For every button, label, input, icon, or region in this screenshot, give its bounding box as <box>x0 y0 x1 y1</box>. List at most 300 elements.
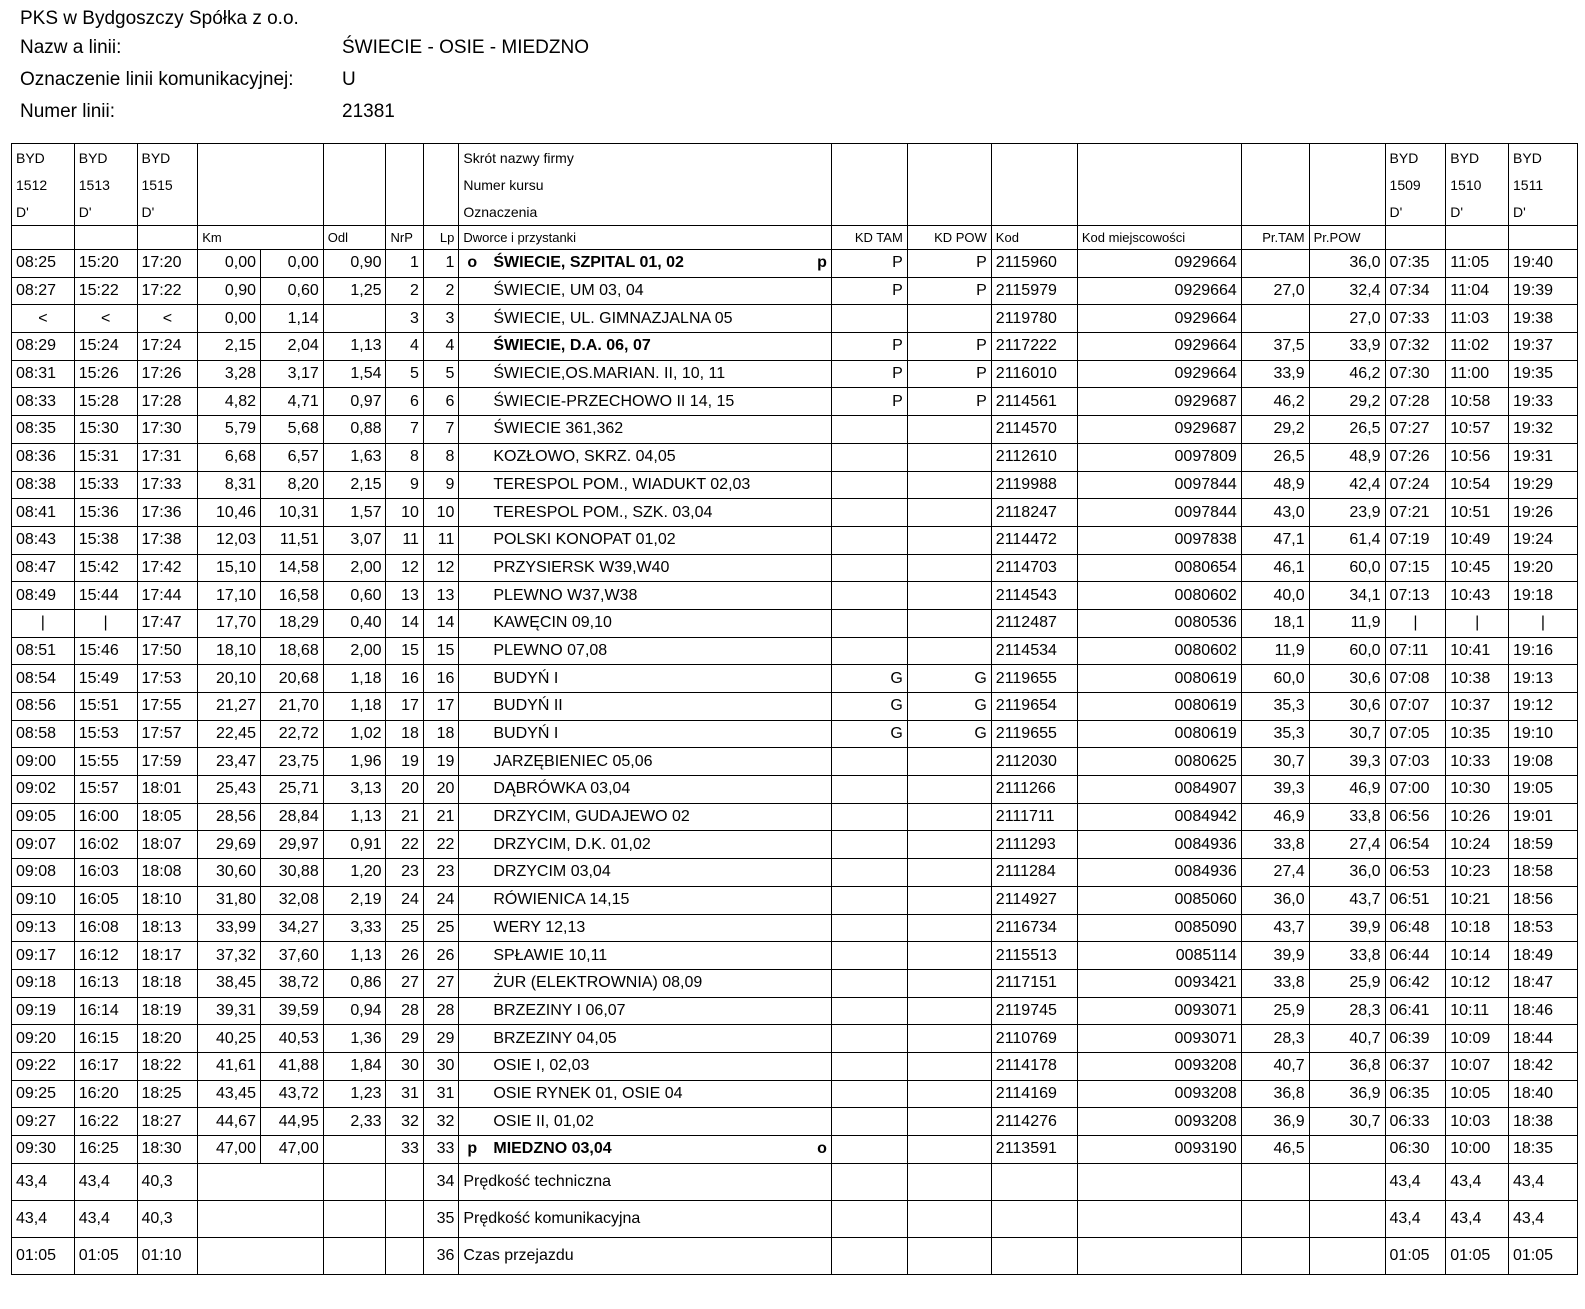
return-time: 07:19 <box>1385 526 1446 554</box>
stop-name: ŚWIECIE, UL. GIMNAZJALNA 05 <box>493 309 733 327</box>
pr-tam: 18,1 <box>1241 609 1309 637</box>
kd-tam: G <box>831 693 907 721</box>
stop-row <box>12 416 1578 444</box>
departure-time: 17:30 <box>137 416 198 444</box>
stop-code: 2114534 <box>991 637 1077 665</box>
kd-pow <box>907 942 991 970</box>
stop-code: 2116734 <box>991 914 1077 942</box>
stop-lp: 26 <box>423 942 458 970</box>
departure-time: 18:30 <box>137 1136 198 1164</box>
kd-pow <box>907 1080 991 1108</box>
kd-tam <box>831 969 907 997</box>
stop-name-cell <box>459 305 832 333</box>
line-number-row <box>20 96 720 128</box>
stop-name: OSIE II, 01,02 <box>493 1112 594 1130</box>
return-time: 07:13 <box>1385 582 1446 610</box>
stop-code: 2114543 <box>991 582 1077 610</box>
course-marking-row <box>12 198 1578 226</box>
km-value: 20,10 <box>198 665 261 693</box>
distance-value: 1,54 <box>323 360 386 388</box>
return-time: | <box>1385 609 1446 637</box>
pr-pow: 48,9 <box>1309 443 1385 471</box>
distance-value: 1,96 <box>323 748 386 776</box>
locality-code: 0929687 <box>1077 416 1241 444</box>
pr-tam: 27,0 <box>1241 277 1309 305</box>
stop-lp: 19 <box>423 748 458 776</box>
return-time: 06:42 <box>1385 969 1446 997</box>
stop-code: 2111711 <box>991 803 1077 831</box>
summary-lp: 35 <box>423 1200 458 1237</box>
return-time: 07:08 <box>1385 665 1446 693</box>
pr-pow: 36,0 <box>1309 859 1385 887</box>
kd-pow <box>907 499 991 527</box>
stop-row <box>12 665 1578 693</box>
stop-marker: o <box>467 254 478 272</box>
stop-nrp: 6 <box>386 388 423 416</box>
pr-tam: 36,9 <box>1241 1108 1309 1136</box>
kd-pow <box>907 1136 991 1164</box>
pr-pow: 25,9 <box>1309 969 1385 997</box>
kd-pow <box>907 803 991 831</box>
stop-name: ŚWIECIE, SZPITAL 01, 02 <box>493 254 684 272</box>
departure-time: 08:35 <box>12 416 75 444</box>
departure-time: 09:22 <box>12 1052 75 1080</box>
departure-time: 08:49 <box>12 582 75 610</box>
departure-time: 15:31 <box>74 443 137 471</box>
stop-name: RÓWIENICA 14,15 <box>493 891 630 909</box>
summary-lp: 34 <box>423 1163 458 1200</box>
stop-lp: 23 <box>423 859 458 887</box>
return-time: | <box>1446 609 1509 637</box>
km-value: 44,67 <box>198 1108 261 1136</box>
pr-tam: 33,8 <box>1241 969 1309 997</box>
departure-time: 18:27 <box>137 1108 198 1136</box>
pr-tam: 40,0 <box>1241 582 1309 610</box>
pr-tam: 33,8 <box>1241 831 1309 859</box>
stop-lp: 30 <box>423 1052 458 1080</box>
departure-time: 18:17 <box>137 942 198 970</box>
stop-row <box>12 1080 1578 1108</box>
departure-time: 18:08 <box>137 859 198 887</box>
distance-value: 0,60 <box>323 582 386 610</box>
km-value: 4,82 <box>198 388 261 416</box>
pr-tam: 28,3 <box>1241 1025 1309 1053</box>
return-time: 10:37 <box>1446 693 1509 721</box>
stop-name: BRZEZINY I 06,07 <box>493 1001 626 1019</box>
stop-nrp: 10 <box>386 499 423 527</box>
distance-value: 1,13 <box>323 942 386 970</box>
stop-nrp: 16 <box>386 665 423 693</box>
departure-time: < <box>137 305 198 333</box>
stop-name: WERY 12,13 <box>493 918 586 936</box>
markings-label: Oznaczenia <box>459 198 832 226</box>
stop-name: ŚWIECIE, UM 03, 04 <box>493 282 644 300</box>
distance-value: 2,15 <box>323 471 386 499</box>
pr-pow: 30,6 <box>1309 665 1385 693</box>
stop-name-cell <box>459 250 832 278</box>
kd-tam <box>831 886 907 914</box>
stop-lp: 32 <box>423 1108 458 1136</box>
return-time: 10:41 <box>1446 637 1509 665</box>
stop-name: DĄBRÓWKA 03,04 <box>493 780 631 798</box>
departure-time: 15:33 <box>74 471 137 499</box>
km-value: 0,00 <box>198 305 261 333</box>
stop-name: SPŁAWIE 10,11 <box>493 946 608 964</box>
return-time: 07:15 <box>1385 554 1446 582</box>
timetable <box>11 143 1578 1275</box>
return-time: 19:29 <box>1509 471 1578 499</box>
stop-name-cell <box>459 554 832 582</box>
departure-time: 09:13 <box>12 914 75 942</box>
stop-code: 2119988 <box>991 471 1077 499</box>
km-value: 0,00 <box>198 250 261 278</box>
distance-value: 0,88 <box>323 416 386 444</box>
departure-time: 08:33 <box>12 388 75 416</box>
return-time: 07:27 <box>1385 416 1446 444</box>
km-value: 47,00 <box>260 1136 323 1164</box>
km-value: 6,68 <box>198 443 261 471</box>
km-value: 0,60 <box>260 277 323 305</box>
course-company: BYD <box>1385 144 1446 172</box>
departure-time: 09:10 <box>12 886 75 914</box>
stop-nrp: 17 <box>386 693 423 721</box>
km-value: 6,57 <box>260 443 323 471</box>
stop-nrp: 2 <box>386 277 423 305</box>
summary-value: 43,4 <box>74 1200 137 1237</box>
departure-time: 17:53 <box>137 665 198 693</box>
stop-name: BUDYŃ II <box>493 697 563 715</box>
stop-row <box>12 333 1578 361</box>
stop-name-cell <box>459 1108 832 1136</box>
km-value: 32,08 <box>260 886 323 914</box>
pr-pow: 43,7 <box>1309 886 1385 914</box>
kd-pow <box>907 969 991 997</box>
departure-time: 15:28 <box>74 388 137 416</box>
summary-row <box>12 1163 1578 1200</box>
return-time: 10:18 <box>1446 914 1509 942</box>
departure-time: 15:38 <box>74 526 137 554</box>
departure-time: 09:20 <box>12 1025 75 1053</box>
stop-code: 2111293 <box>991 831 1077 859</box>
pr-tam <box>1241 305 1309 333</box>
distance-value: 2,00 <box>323 554 386 582</box>
km-value: 30,60 <box>198 859 261 887</box>
col-stops: Dworce i przystanki <box>459 226 832 250</box>
departure-time: 16:12 <box>74 942 137 970</box>
empty-cell <box>907 1200 991 1237</box>
km-value: 30,88 <box>260 859 323 887</box>
stop-row <box>12 526 1578 554</box>
kd-pow <box>907 416 991 444</box>
stop-nrp: 25 <box>386 914 423 942</box>
kd-pow <box>907 1052 991 1080</box>
departure-time: 17:24 <box>137 333 198 361</box>
course-number: 1509 <box>1385 171 1446 198</box>
return-time: 10:00 <box>1446 1136 1509 1164</box>
course-company: BYD <box>1509 144 1578 172</box>
distance-value: 3,13 <box>323 776 386 804</box>
locality-code: 0084936 <box>1077 859 1241 887</box>
summary-value: 01:05 <box>1509 1237 1578 1274</box>
departure-time: 17:38 <box>137 526 198 554</box>
stop-row <box>12 969 1578 997</box>
return-time: 06:33 <box>1385 1108 1446 1136</box>
stop-name: DRZYCIM 03,04 <box>493 863 611 881</box>
line-number-label: Numer linii: <box>20 101 116 122</box>
departure-time: 09:19 <box>12 997 75 1025</box>
stop-code: 2119745 <box>991 997 1077 1025</box>
stop-name-cell <box>459 609 832 637</box>
km-value: 44,95 <box>260 1108 323 1136</box>
stop-name-cell <box>459 333 832 361</box>
stop-marker: o <box>817 1140 827 1158</box>
stop-nrp: 12 <box>386 554 423 582</box>
kd-pow <box>907 637 991 665</box>
kd-tam <box>831 776 907 804</box>
stop-lp: 17 <box>423 693 458 721</box>
stop-name-cell <box>459 277 832 305</box>
stop-name: TERESPOL POM., WIADUKT 02,03 <box>493 475 751 493</box>
return-time: 07:00 <box>1385 776 1446 804</box>
stop-name-cell <box>459 803 832 831</box>
km-value: 11,51 <box>260 526 323 554</box>
return-time: 10:58 <box>1446 388 1509 416</box>
stop-name: ŚWIECIE, D.A. 06, 07 <box>493 337 651 355</box>
departure-time: 08:51 <box>12 637 75 665</box>
departure-time: 08:25 <box>12 250 75 278</box>
stop-name: PLEWNO 07,08 <box>493 641 608 659</box>
departure-time: 15:24 <box>74 333 137 361</box>
stop-code: 2110769 <box>991 1025 1077 1053</box>
pr-tam: 48,9 <box>1241 471 1309 499</box>
pr-pow: 40,7 <box>1309 1025 1385 1053</box>
stop-nrp: 11 <box>386 526 423 554</box>
return-time: 19:01 <box>1509 803 1578 831</box>
column-header-row <box>12 226 1578 250</box>
summary-row <box>12 1200 1578 1237</box>
stop-lp: 24 <box>423 886 458 914</box>
stop-row <box>12 831 1578 859</box>
pr-tam: 46,9 <box>1241 803 1309 831</box>
locality-code: 0080625 <box>1077 748 1241 776</box>
return-time: 19:20 <box>1509 554 1578 582</box>
course-company: BYD <box>74 144 137 172</box>
stop-row <box>12 776 1578 804</box>
km-value: 21,27 <box>198 693 261 721</box>
km-value: 14,58 <box>260 554 323 582</box>
pr-pow: 33,9 <box>1309 333 1385 361</box>
stop-row <box>12 1052 1578 1080</box>
kd-pow: G <box>907 720 991 748</box>
pr-tam: 43,7 <box>1241 914 1309 942</box>
pr-tam: 39,9 <box>1241 942 1309 970</box>
pr-tam: 37,5 <box>1241 333 1309 361</box>
course-number: 1515 <box>137 171 198 198</box>
stop-nrp: 8 <box>386 443 423 471</box>
stop-name-cell <box>459 1052 832 1080</box>
pr-pow: 39,3 <box>1309 748 1385 776</box>
km-value: 20,68 <box>260 665 323 693</box>
stop-row <box>12 748 1578 776</box>
stop-row <box>12 693 1578 721</box>
kd-pow: P <box>907 277 991 305</box>
empty-cell <box>1241 1200 1309 1237</box>
stop-lp: 18 <box>423 720 458 748</box>
pr-pow: 27,4 <box>1309 831 1385 859</box>
return-time: 06:56 <box>1385 803 1446 831</box>
kd-tam <box>831 1052 907 1080</box>
stop-marker: p <box>817 254 827 272</box>
return-time: 18:58 <box>1509 859 1578 887</box>
kd-tam <box>831 416 907 444</box>
km-value: 34,27 <box>260 914 323 942</box>
kd-tam: G <box>831 720 907 748</box>
stop-lp: 22 <box>423 831 458 859</box>
return-time: 11:00 <box>1446 360 1509 388</box>
distance-value: 0,94 <box>323 997 386 1025</box>
km-value: 28,84 <box>260 803 323 831</box>
stop-nrp: 32 <box>386 1108 423 1136</box>
departure-time: 16:03 <box>74 859 137 887</box>
return-time: 06:35 <box>1385 1080 1446 1108</box>
stop-code: 2119780 <box>991 305 1077 333</box>
locality-code: 0097844 <box>1077 471 1241 499</box>
kd-tam <box>831 582 907 610</box>
km-value: 43,72 <box>260 1080 323 1108</box>
company-name: PKS w Bydgoszczy Spółka z o.o. <box>20 8 299 29</box>
pr-pow: 11,9 <box>1309 609 1385 637</box>
return-time: 07:07 <box>1385 693 1446 721</box>
departure-time: 17:26 <box>137 360 198 388</box>
pr-tam: 35,3 <box>1241 693 1309 721</box>
pr-tam: 43,0 <box>1241 499 1309 527</box>
departure-time: 09:27 <box>12 1108 75 1136</box>
return-time: 18:42 <box>1509 1052 1578 1080</box>
kd-tam: P <box>831 360 907 388</box>
distance-value: 1,36 <box>323 1025 386 1053</box>
return-time: 10:21 <box>1446 886 1509 914</box>
kd-pow: G <box>907 665 991 693</box>
stop-name-cell <box>459 914 832 942</box>
stop-name-cell <box>459 360 832 388</box>
stop-row <box>12 637 1578 665</box>
kd-tam <box>831 609 907 637</box>
departure-time: 15:55 <box>74 748 137 776</box>
empty-cell <box>1241 1163 1309 1200</box>
line-number-value: 21381 <box>342 101 395 122</box>
departure-time: 17:36 <box>137 499 198 527</box>
stop-row <box>12 305 1578 333</box>
return-time: 06:41 <box>1385 997 1446 1025</box>
col-pr-tam: Pr.TAM <box>1241 226 1309 250</box>
summary-value: 43,4 <box>1446 1200 1509 1237</box>
departure-time: 17:22 <box>137 277 198 305</box>
stop-row <box>12 942 1578 970</box>
departure-time: 15:49 <box>74 665 137 693</box>
stop-name-cell <box>459 859 832 887</box>
stop-code: 2114276 <box>991 1108 1077 1136</box>
stop-name: OSIE I, 02,03 <box>493 1057 590 1075</box>
locality-code: 0080602 <box>1077 637 1241 665</box>
stop-name: PRZYSIERSK W39,W40 <box>493 558 670 576</box>
km-value: 38,45 <box>198 969 261 997</box>
empty-cell <box>1309 1237 1385 1274</box>
return-time: 19:31 <box>1509 443 1578 471</box>
departure-time: 17:42 <box>137 554 198 582</box>
stop-row <box>12 360 1578 388</box>
kd-tam: G <box>831 665 907 693</box>
stop-row <box>12 250 1578 278</box>
departure-time: 18:10 <box>137 886 198 914</box>
stop-row <box>12 720 1578 748</box>
km-value: 18,10 <box>198 637 261 665</box>
distance-value: 3,07 <box>323 526 386 554</box>
kd-tam <box>831 637 907 665</box>
locality-code: 0085060 <box>1077 886 1241 914</box>
empty-cell <box>831 1237 907 1274</box>
km-value: 21,70 <box>260 693 323 721</box>
pr-tam: 47,1 <box>1241 526 1309 554</box>
return-time: 10:14 <box>1446 942 1509 970</box>
company-short-label: Skrót nazwy firmy <box>459 144 832 172</box>
return-time: 19:13 <box>1509 665 1578 693</box>
pr-pow: 36,0 <box>1309 250 1385 278</box>
stop-name-cell <box>459 942 832 970</box>
return-time: 06:30 <box>1385 1136 1446 1164</box>
stop-lp: 20 <box>423 776 458 804</box>
stop-lp: 13 <box>423 582 458 610</box>
departure-time: 16:00 <box>74 803 137 831</box>
stop-code: 2114178 <box>991 1052 1077 1080</box>
pr-pow: 26,5 <box>1309 416 1385 444</box>
km-value: 29,69 <box>198 831 261 859</box>
departure-time: 15:46 <box>74 637 137 665</box>
course-mark: D' <box>1446 198 1509 226</box>
km-value: 28,56 <box>198 803 261 831</box>
kd-pow: P <box>907 388 991 416</box>
departure-time: 09:02 <box>12 776 75 804</box>
locality-code: 0080619 <box>1077 693 1241 721</box>
distance-value: 1,84 <box>323 1052 386 1080</box>
return-time: 18:56 <box>1509 886 1578 914</box>
return-time: 19:37 <box>1509 333 1578 361</box>
pr-pow: 32,4 <box>1309 277 1385 305</box>
stop-name-cell <box>459 665 832 693</box>
distance-value: 1,57 <box>323 499 386 527</box>
pr-tam: 29,2 <box>1241 416 1309 444</box>
return-time: 06:37 <box>1385 1052 1446 1080</box>
stop-lp: 31 <box>423 1080 458 1108</box>
stop-name: KOZŁOWO, SKRZ. 04,05 <box>493 448 676 466</box>
summary-label: Prędkość techniczna <box>459 1163 832 1200</box>
col-lp: Lp <box>423 226 458 250</box>
stop-name-cell <box>459 443 832 471</box>
stop-row <box>12 582 1578 610</box>
stop-name: POLSKI KONOPAT 01,02 <box>493 531 676 549</box>
locality-code: 0080602 <box>1077 582 1241 610</box>
kd-tam <box>831 942 907 970</box>
return-time: 11:03 <box>1446 305 1509 333</box>
pr-pow: 36,8 <box>1309 1052 1385 1080</box>
kd-pow <box>907 748 991 776</box>
empty-cell <box>386 1163 423 1200</box>
stop-row <box>12 388 1578 416</box>
pr-pow: 29,2 <box>1309 388 1385 416</box>
stop-name-cell <box>459 720 832 748</box>
km-value: 16,58 <box>260 582 323 610</box>
pr-tam: 30,7 <box>1241 748 1309 776</box>
distance-value: 3,33 <box>323 914 386 942</box>
